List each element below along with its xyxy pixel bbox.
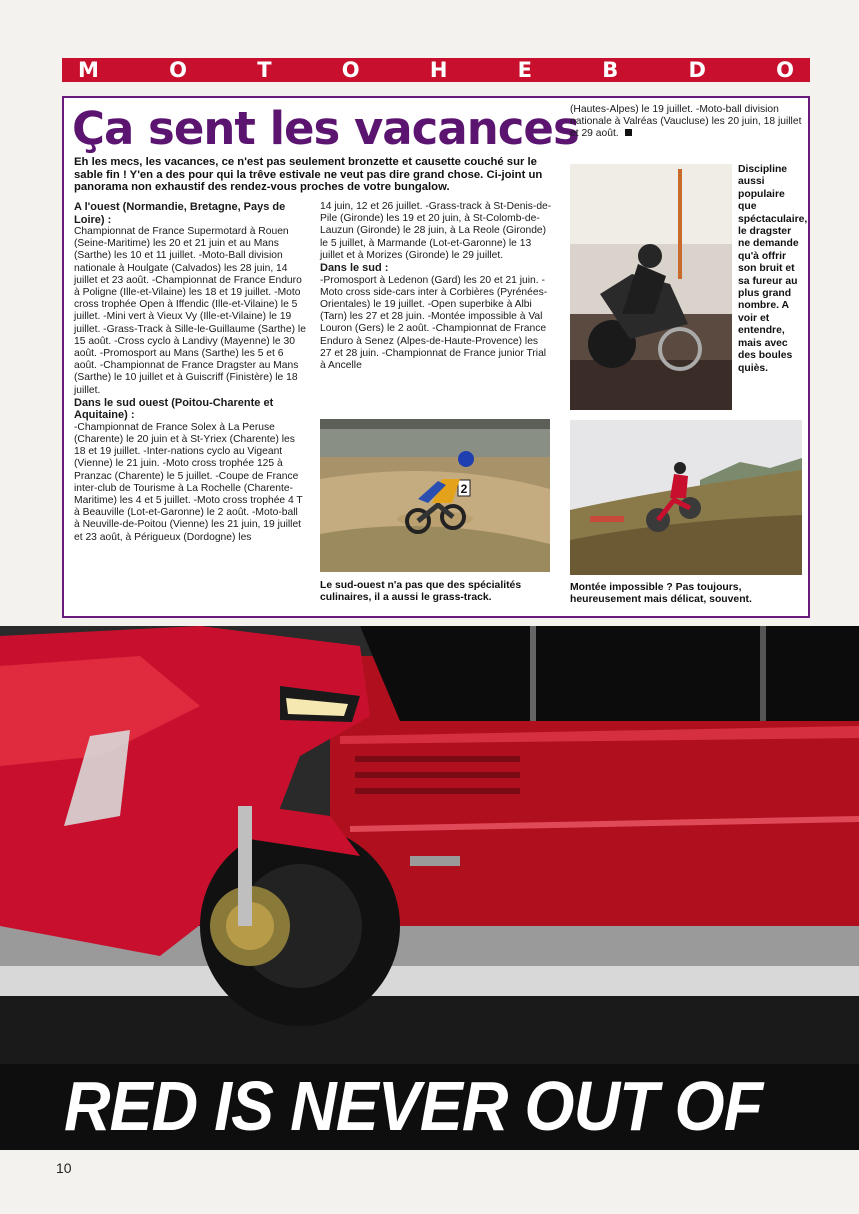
section-heading-southwest: Dans le sud ouest (Poitou-Charente et Aquitaine) : xyxy=(74,396,274,422)
end-of-article-mark xyxy=(625,129,632,136)
article-column-2 xyxy=(320,201,552,372)
article-intro: Eh les mecs, les vacances, ce n'est pas seulement bronzette et causette couché sur le sable fin ! Y'en a des pour qui la trêve estivale ne veut pas dire grand chose. Ci-joint un panorama non exhaustif des rendez-vous proches de votre bungalow. xyxy=(74,156,543,194)
dragster-caption: Discipline aussi populaire que spéctaculaire, le dragster ne demande qu'à offrir son bruit et sa fureur au plus grand nombre. A voir et entendre, mais avec des boules quiès. xyxy=(738,164,808,374)
plate-number: 2 xyxy=(460,482,468,496)
article-column-3 xyxy=(570,104,802,141)
banner-letter: M xyxy=(78,58,99,82)
banner-letter: H xyxy=(429,58,448,82)
banner-letter: O xyxy=(169,58,187,82)
article-column-1 xyxy=(74,201,306,544)
section-text-southwest: -Championnat de France Solex à La Peruse (Charente) le 20 juin et à St-Yriex (Charente) les 18 et 19 juillet. -Inter-nations cyclo au Vigeant (Vienne) le 21 juin. -Moto cross trophée 125 à Pranzac (Charente) le 5 juillet. -Coupe de France inter-club de Tourisme à La Rochelle (Charente-Maritime) les 4 et 5 juillet. -Moto cross trophée 4 T à Beauville (Lot-et-Garonne) le 2 août. -Moto-ball à Neuville-de-Poitou (Vienne) les 21 juin, 19 juillet et 23 août, à Périgueux (Dordogne) les xyxy=(74,421,303,543)
grasstrack-caption: Le sud-ouest n'a pas que des spécialités culinaires, il a aussi le grass-track. xyxy=(320,580,522,604)
magazine-banner xyxy=(62,58,810,82)
article-title: Ça sent les vacances xyxy=(72,102,579,155)
article-box xyxy=(62,96,810,618)
montee-caption: Montée impossible ? Pas toujours, heureusement mais délicat, souvent. xyxy=(570,582,752,606)
section-heading-south: Dans le sud : xyxy=(320,262,389,275)
section-text-west: Championnat de France Supermotard à Rouen (Seine-Maritime) les 20 et 21 juin et au Mans (Sarthe) les 10 et 11 juillet. -Moto-Ball division nationale à Houlgate (Calvados) les 28 juin, 14 juillet et 23 août. -Championnat de France Enduro à Poligne (Ille-et-Vilaine) les 18 et 19 juillet. -Moto cross trophée Open à Iffendic (Ille-et-Vilaine) le 5 juillet. -Mini vert à Vieux Vy (Ille-et-Vilaine) le 19 juillet. -Grass-Track à Sille-le-Guillaume (Sarthe) le 15 août. -Cross cyclo à Landivy (Mayenne) le 30 août. -Promosport au Mans (Sarthe) les 5 et 6 août. -Championnat de France Dragster au Mans (Sarthe) le 10 juillet et à Guiscriff (Finistère) le 18 juillet. xyxy=(74,226,306,396)
montee-photo xyxy=(570,420,802,575)
banner-letter: O xyxy=(341,58,360,82)
section-text-south: -Promosport à Ledenon (Gard) les 20 et 21 juin. -Moto cross side-cars inter à Corbières (Pyrénées-Orientales) le 19 juillet. -Open superbike à Albi (Tarn) les 27 et 28 juin. -Montée impossible à Val Louron (Gers) le 2 août. -Championnat de France Enduro à Senez (Alpes-de-Haute-Provence) les 27 et 28 juin. -Championnat de France junior Trial à Ancelle xyxy=(320,274,548,371)
banner-letter: B xyxy=(602,58,619,82)
banner-letter: O xyxy=(776,58,794,82)
banner-letter: T xyxy=(257,58,272,82)
dragster-photo xyxy=(570,164,732,410)
ad-slogan: RED IS NEVER OUT OF xyxy=(64,1067,763,1145)
section-text-south-cont: (Hautes-Alpes) le 19 juillet. -Moto-ball division nationale à Valréas (Vaucluse) les 20 juin, 18 juillet et 29 août. xyxy=(570,104,802,140)
page-number: 10 xyxy=(56,1160,72,1176)
section-heading-west: A l'ouest (Normandie, Bretagne, Pays de Loire) : xyxy=(74,201,286,226)
grasstrack-photo xyxy=(320,419,550,572)
banner-letter: E xyxy=(517,58,532,82)
banner-letter: D xyxy=(688,58,706,82)
section-text-southwest-cont: 14 juin, 12 et 26 juillet. -Grass-track à St-Denis-de-Pile (Gironde) les 19 et 20 juin, à St-Colomb-de-Lauzun (Gironde) le 28 juin, à La Reole (Gironde) le 5 juillet, à Marmande (Lot-et-Garonne) le 13 juillet et à Morizes (Gironde) le 29 juillet. xyxy=(320,201,552,261)
